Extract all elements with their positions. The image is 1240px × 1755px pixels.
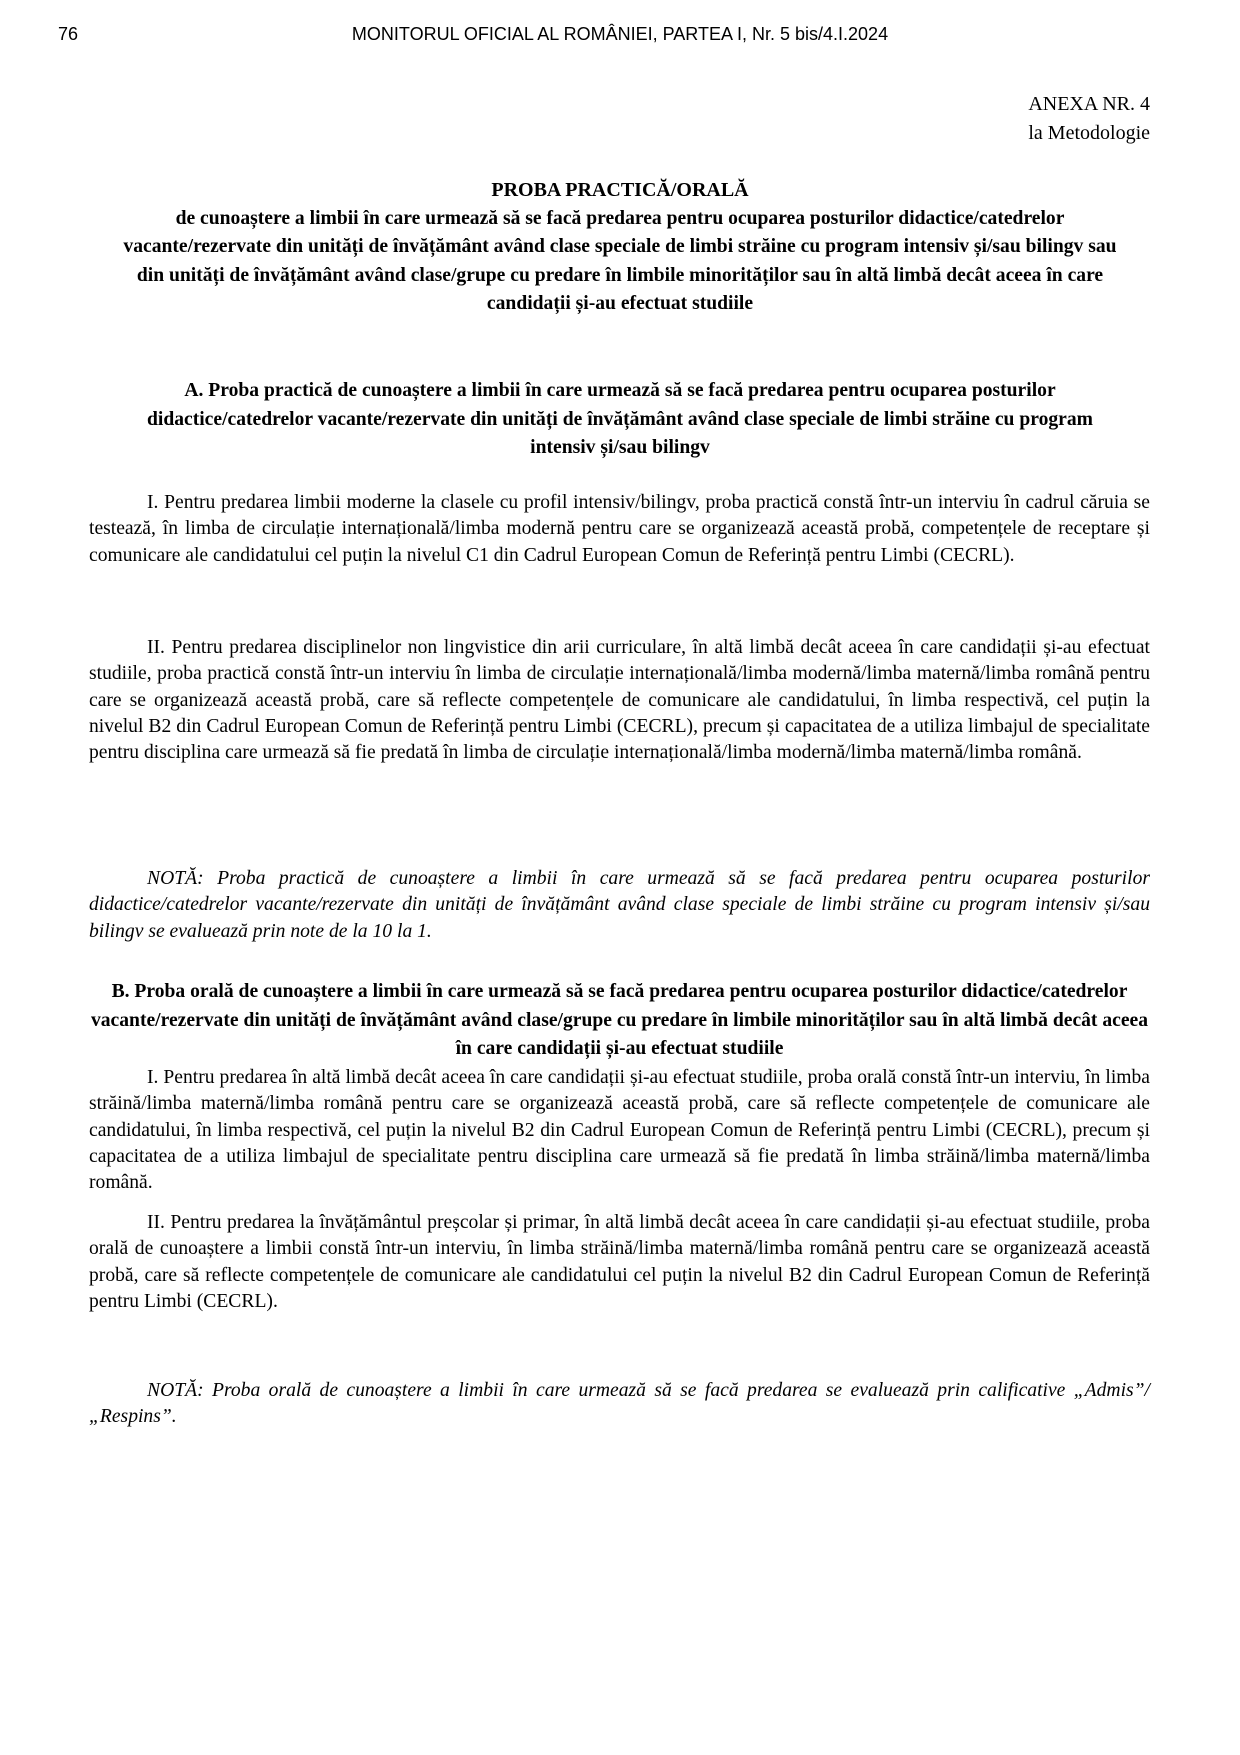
section-b-heading: B. Proba orală de cunoaștere a limbii în care urmează să se facă predarea pentru ocuparea posturilor didactice/catedrelor vacante/rezervate din unități de învățământ având clase/grupe cu predare în limbile minorităților sau în altă limbă decât aceea în care candidații și-au efectuat studiile	[90, 981, 1149, 1059]
section-a-paragraph-2: II. Pentru predarea disciplinelor non lingvistice din arii curriculare, în altă limbă decât aceea în care candidații și-au efectuat studiile, proba practică constă într-un interviu în limba de circulație internațională/limba modernă/limba maternă/limba română pentru care se organizează această probă, care să reflecte competențele de comunicare ale candidatului, în limba respectivă, cel puțin la nivelul B2 din Cadrul European Comun de Referință pentru Limbi (CECRL), precum și capacitatea de a utiliza limbajul de specialitate pentru disciplina care urmează să fie predată în limba de circulație internațională/limba modernă/limba maternă/limba română.	[89, 637, 1150, 764]
annex-number: ANEXA NR. 4	[1028, 93, 1150, 115]
title-sub: de cunoaștere a limbii în care urmează să se facă predarea pentru ocuparea posturilor didactice/catedrelor vacante/rezervate din unități de învățământ având clase speciale de limbi străine cu program intensiv și/sau bilingv sau din unități de învățământ având clase/grupe cu predare în limbile minorităților sau în altă limbă decât aceea în care candidații și-au efectuat studiile	[123, 207, 1117, 314]
page-number: 76	[58, 24, 79, 44]
annex-subtitle: la Metodologie	[1028, 122, 1150, 144]
section-a-paragraph-1: I. Pentru predarea limbii moderne la clasele cu profil intensiv/bilingv, proba practică constă într-un interviu în cadrul căruia se testează, în limba de circulație internațională/limba modernă pentru care se organizează această probă, competențele de receptare și comunicare ale candidatului cel puțin la nivelul C1 din Cadrul European Comun de Referință pentru Limbi (CECRL).	[89, 492, 1150, 566]
section-b-note: NOTĂ: Proba orală de cunoaștere a limbii în care urmează să se facă predarea se evaluează prin calificative „Admis”/„Respins”.	[89, 1380, 1150, 1428]
annex-label	[1028, 90, 1150, 148]
section-b-paragraph-1: I. Pentru predarea în altă limbă decât aceea în care candidații și-au efectuat studiile, proba orală constă într-un interviu, în limba străină/limba maternă/limba română pentru care se organizează această probă, care să reflecte competențele de comunicare ale candidatului, în limba respectivă, cel puțin la nivelul B2 din Cadrul European Comun de Referință pentru Limbi (CECRL), precum și capacitatea de a utiliza limbajul de specialitate pentru disciplina care urmează să fie predată în limba străină/limba maternă/limba română.	[89, 1067, 1150, 1194]
section-b-paragraph-2: II. Pentru predarea la învățământul preșcolar și primar, în altă limbă decât aceea în care candidații și-au efectuat studiile, proba orală de cunoaștere a limbii constă într-un interviu, în limba străină/limba maternă/limba română pentru care se organizează această probă, care să reflecte competențele de comunicare ale candidatului cel puțin la nivelul B2 din Cadrul European Comun de Referință pentru Limbi (CECRL).	[89, 1212, 1150, 1312]
document-title	[120, 176, 1120, 319]
title-main: PROBA PRACTICĂ/ORALĂ	[491, 179, 749, 201]
publication-header: MONITORUL OFICIAL AL ROMÂNIEI, PARTEA I, Nr. 5 bis/4.I.2024	[351, 24, 889, 44]
section-a-heading: A. Proba practică de cunoaștere a limbii în care urmează să se facă predarea pentru ocuparea posturilor didactice/catedrelor vacante/rezervate din unități de învățământ având clase speciale de limbi străine cu program intensiv și/sau bilingv	[146, 380, 1093, 458]
section-a-note: NOTĂ: Proba practică de cunoaștere a limbii în care urmează să se facă predarea pentru ocuparea posturilor didactice/catedrelor vacante/rezervate din unități de învățământ având clase speciale de limbi străine cu program intensiv și/sau bilingv se evaluează prin note de la 10 la 1.	[89, 868, 1150, 942]
